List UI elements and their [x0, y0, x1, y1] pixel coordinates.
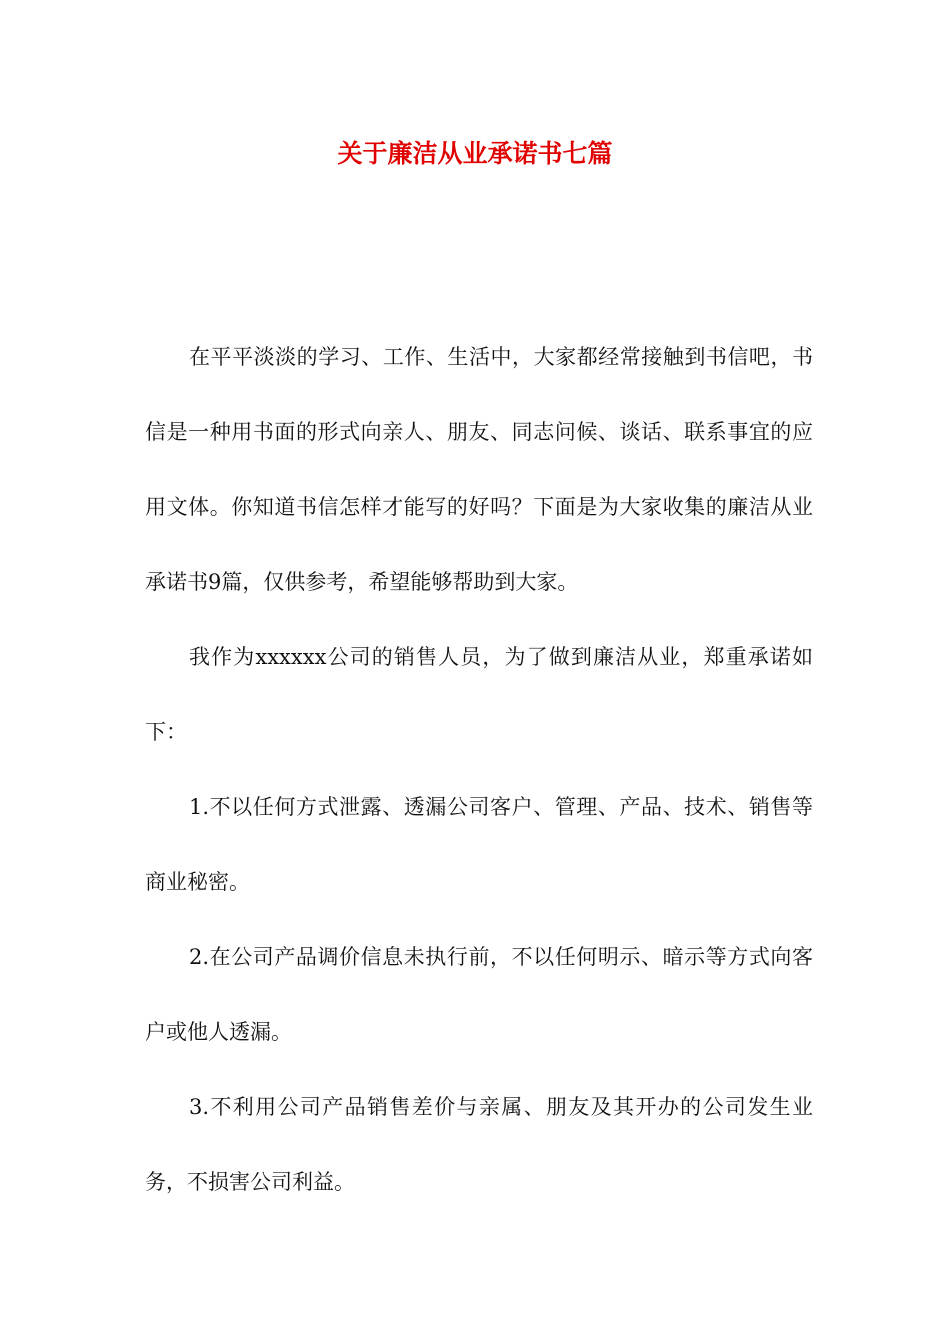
document-title: 关于廉洁从业承诺书七篇	[337, 139, 613, 168]
paragraph-intro: 在平平淡淡的学习、工作、生活中，大家都经常接触到书信吧，书信是一种用书面的形式向亲人、朋友、同志问候、谈话、联系事宜的应用文体。你知道书信怎样才能写的好吗？下面是为大家收集的廉洁从业承诺书9篇，仅供参考，希望能够帮助到大家。	[145, 345, 813, 594]
paragraph-pledge-statement: 我作为xxxxxx公司的销售人员，为了做到廉洁从业，郑重承诺如下：	[145, 645, 813, 744]
paragraph-item-2: 2.在公司产品调价信息未执行前，不以任何明示、暗示等方式向客户或他人透漏。	[145, 945, 813, 1044]
paragraph-item-1: 1.不以任何方式泄露、透漏公司客户、管理、产品、技术、销售等商业秘密。	[145, 795, 813, 894]
paragraph-item-3: 3.不利用公司产品销售差价与亲属、朋友及其开办的公司发生业务，不损害公司利益。	[145, 1095, 813, 1194]
document-body	[145, 320, 813, 1220]
